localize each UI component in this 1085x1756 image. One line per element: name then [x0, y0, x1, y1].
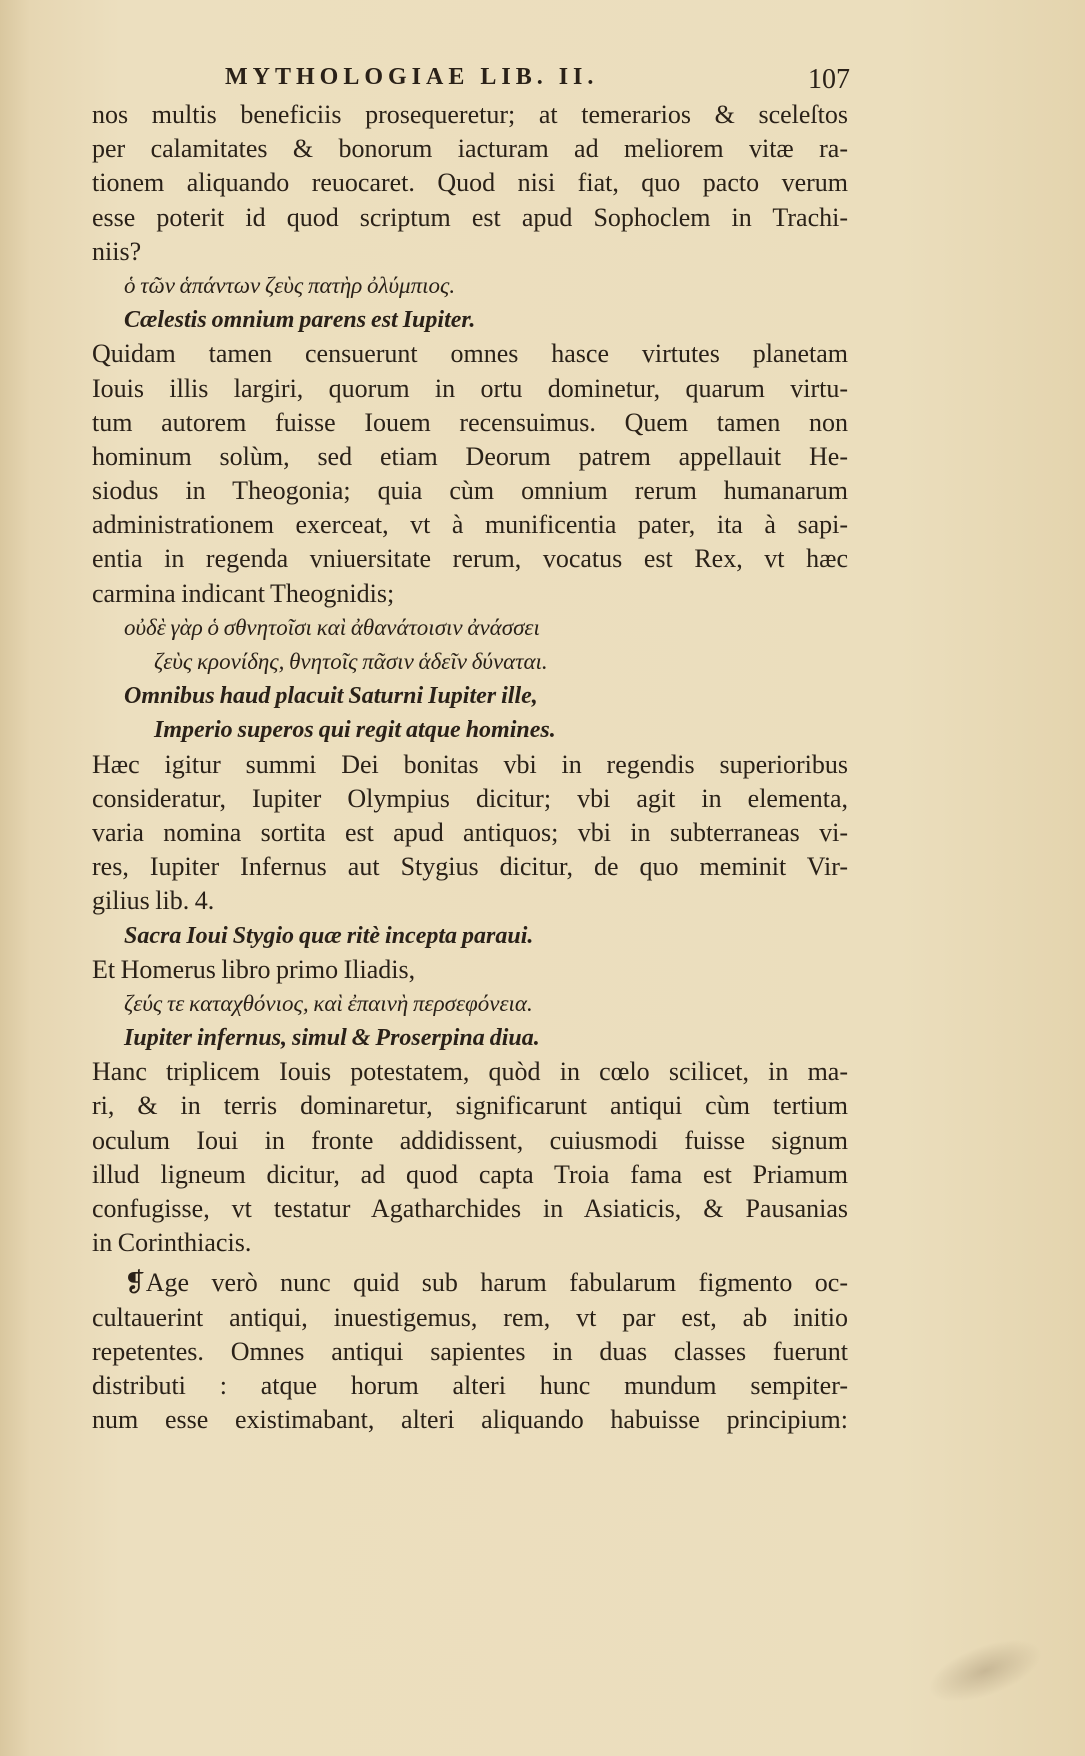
- text-line: confugisse, vt testatur Agatharchides in Asiaticis, & Pausanias: [92, 1194, 848, 1223]
- text-line: hominum solùm, sed etiam Deorum patrem appellauit He-: [92, 441, 848, 471]
- latin-verse-line: Omnibus haud placuit Saturni Iupiter ille,: [124, 683, 538, 710]
- running-title: MYTHOLOGIAE LIB. II.: [225, 64, 599, 90]
- text-line: Hanc triplicem Iouis potestatem, quòd in cœlo scilicet, in ma-: [92, 1057, 848, 1087]
- text-line: tionem aliquando reuocaret. Quod nisi fiat, quo pacto verum: [92, 168, 848, 198]
- text-line: niis?: [92, 236, 142, 266]
- text-line: oculum Ioui in fronte addidissent, cuiusmodi fuisse signum: [92, 1125, 848, 1155]
- text-line: administrationem exerceat, vt à munificentia pater, ita à sapi-: [92, 510, 848, 540]
- page-number: 107: [808, 64, 850, 95]
- text-line: consideratur, Iupiter Olympius dicitur; vbi agit in elementa,: [92, 783, 848, 813]
- text-line: res, Iupiter Infernus aut Stygius dicitur, de quo meminit Vir-: [92, 852, 848, 882]
- text-line: ❡Age verò nunc quid sub harum fabularum figmento oc-: [124, 1268, 848, 1298]
- text-line: repetentes. Omnes antiqui sapientes in duas classes fuerunt: [92, 1336, 848, 1366]
- latin-verse-line: Cælestis omnium parens est Iupiter.: [124, 307, 476, 334]
- latin-verse-line: Sacra Ioui Stygio quæ ritè incepta paraui.: [124, 922, 534, 949]
- text-line: Quidam tamen censuerunt omnes hasce virtutes planetam: [92, 339, 848, 369]
- text-line: ri, & in terris dominaretur, significarunt antiqui cùm tertium: [92, 1091, 848, 1121]
- text-line: Iouis illis largiri, quorum in ortu dominetur, quarum virtu-: [92, 373, 848, 403]
- greek-verse-line: ὁ τῶν ἁπάντων ζεὺς πατὴρ ὀλύμπιος.: [124, 272, 456, 298]
- text-line: nos multis beneficiis prosequeretur; at temerarios & sceleſtos: [92, 100, 848, 129]
- text-line: Et Homerus libro primo Iliadis,: [92, 954, 416, 984]
- page-stain: [920, 1627, 1050, 1715]
- text-line: tum autorem fuisse Iouem recensuimus. Quem tamen non: [92, 407, 848, 437]
- text-line: gilius lib. 4.: [92, 886, 215, 916]
- greek-verse-line: ζεὺς κρονίδης, θνητοῖς πᾶσιν ἁδεῖν δύναται.: [154, 649, 548, 674]
- greek-verse-line: ζεύς τε καταχθόνιος, καὶ ἐπαινὴ περσεφόνεια.: [124, 990, 533, 1016]
- text-line: varia nomina sortita est apud antiquos; vbi in subterraneas vi-: [92, 817, 848, 847]
- text-line: per calamitates & bonorum iacturam ad meliorem vitæ ra-: [92, 134, 848, 164]
- latin-verse-line: Imperio superos qui regit atque homines.: [154, 717, 556, 744]
- text-line: in Corinthiacis.: [92, 1228, 252, 1258]
- running-header: [225, 64, 850, 98]
- greek-verse-line: οὐδὲ γὰρ ὁ σθνητοῖσι καὶ ἀθανάτοισιν ἀνάσσει: [124, 614, 540, 640]
- text-line: siodus in Theogonia; quia cùm omnium rerum humanarum: [92, 476, 848, 506]
- text-line: illud ligneum dicitur, ad quod capta Troia fama est Priamum: [92, 1159, 848, 1189]
- text-line: esse poterit id quod scriptum est apud Sophoclem in Trachi-: [92, 202, 848, 232]
- latin-verse-line: Iupiter infernus, simul & Proserpina diua.: [124, 1025, 540, 1052]
- text-line: entia in regenda vniuersitate rerum, vocatus est Rex, vt hæc: [92, 544, 848, 574]
- text-line: Hæc igitur summi Dei bonitas vbi in regendis superioribus: [92, 749, 848, 779]
- text-line: cultauerint antiqui, inuestigemus, rem, vt par est, ab initio: [92, 1302, 848, 1332]
- text-line: carmina indicant Theognidis;: [92, 578, 395, 608]
- text-line: num esse existimabant, alteri aliquando habuisse principium:: [92, 1405, 848, 1435]
- body-text: [92, 98, 848, 1437]
- text-line: distributi : atque horum alteri hunc mundum sempiter-: [92, 1370, 848, 1400]
